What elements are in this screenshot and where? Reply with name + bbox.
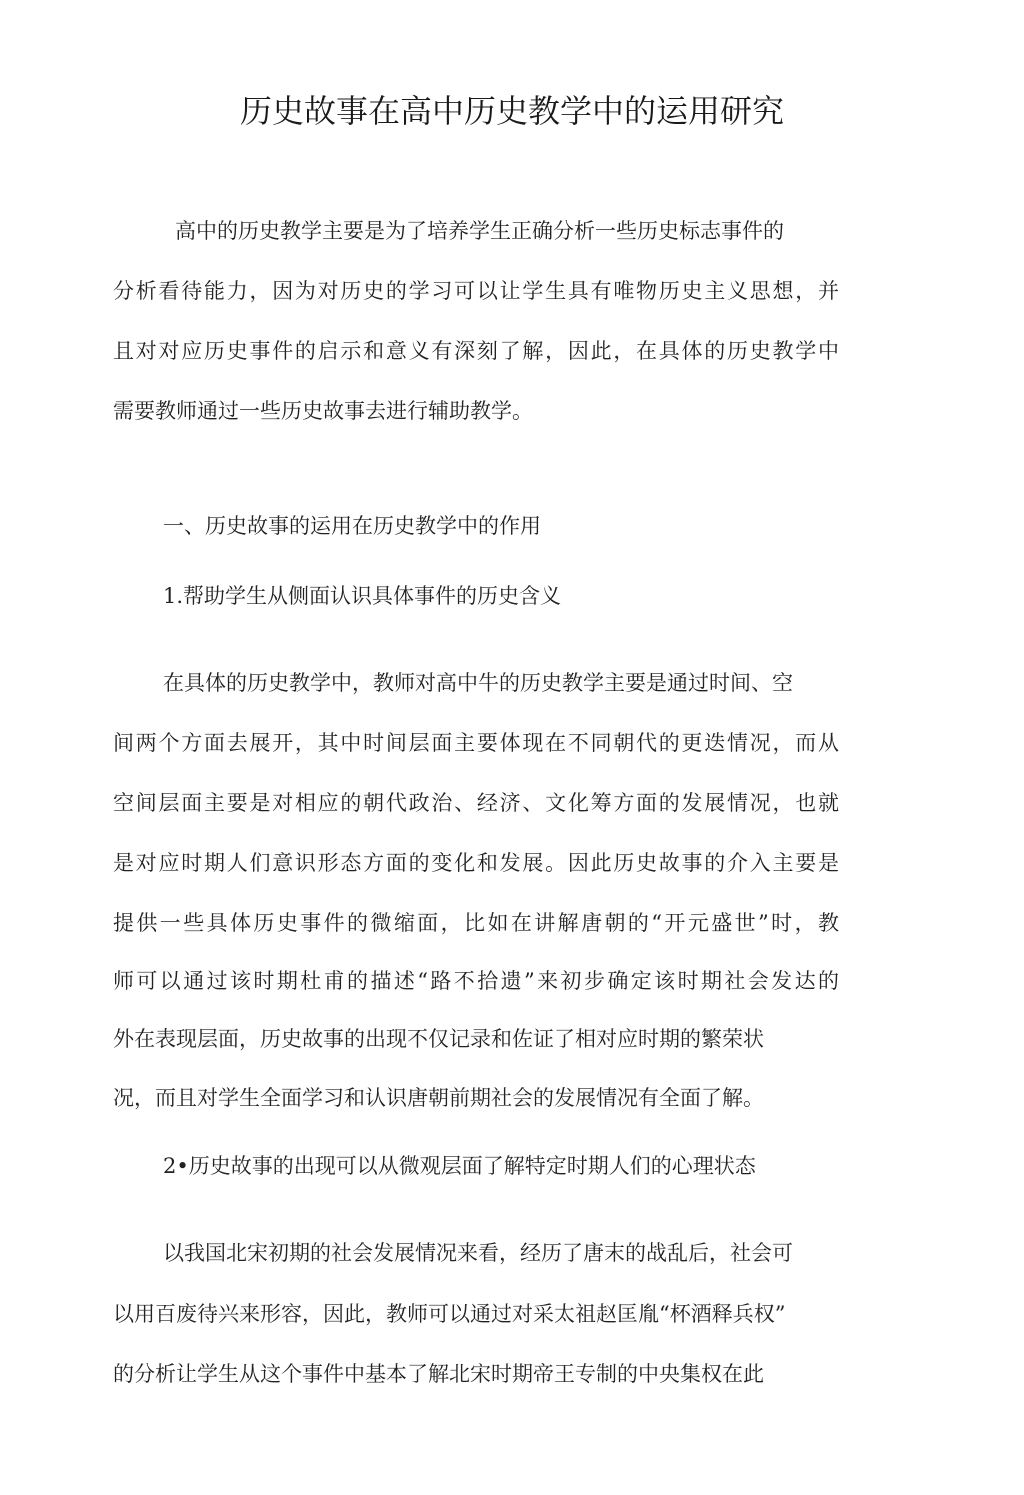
text-line — [0, 1023, 1024, 1055]
text-line — [0, 667, 1024, 699]
text-line — [0, 965, 1024, 997]
text-line — [0, 787, 1024, 819]
line-text: 是对应时期人们意识形态方面的变化和发展。因此历史故事的介入主要是 — [113, 851, 839, 875]
line-text: 分析看待能力，因为对历史的学习可以让学生具有唯物历史主义思想，并 — [113, 279, 839, 303]
text-line — [0, 1237, 1024, 1269]
line-text: 外在表现层面，历史故事的出现不仅记录和佐证了相对应时期的繁荣状 — [113, 1027, 764, 1051]
line-text: 需要教师通过一些历史故事去进行辅助教学。 — [113, 399, 533, 423]
text-line — [0, 1298, 1024, 1330]
line-text: 提供一些具体历史事件的微缩面，比如在讲解唐朝的“开元盛世”时，教 — [113, 911, 839, 935]
line-text: 空间层面主要是对相应的朝代政治、经济、文化筹方面的发展情况，也就 — [113, 791, 839, 815]
text-line — [0, 275, 1024, 307]
line-text: 以我国北宋初期的社会发展情况来看，经历了唐末的战乱后，社会可 — [163, 1241, 793, 1265]
text-line — [0, 215, 1024, 247]
line-text: 1.帮助学生从侧面认识具体事件的历史含义 — [163, 584, 562, 608]
line-text: 的分析让学生从这个事件中基本了解北宋时期帝王专制的中央集权在此 — [113, 1362, 764, 1386]
line-text: 师可以通过该时期杜甫的描述“路不拾遗”来初步确定该时期社会发达的 — [113, 969, 839, 993]
document-title: 历史故事在高中历史教学中的运用研究 — [239, 92, 784, 130]
subsection-heading — [0, 580, 1024, 612]
text-line — [0, 335, 1024, 367]
text-line — [0, 1082, 1024, 1114]
text-line — [0, 847, 1024, 879]
line-text: 且对对应历史事件的启示和意义有深刻了解，因此，在具体的历史教学中 — [113, 339, 839, 363]
line-text: 2•历史故事的出现可以从微观层面了解特定时期人们的心理状态 — [163, 1154, 756, 1178]
line-text: 况，而且对学生全面学习和认识唐朝前期社会的发展情况有全面了解。 — [113, 1086, 764, 1110]
text-line — [0, 907, 1024, 939]
text-line — [0, 1358, 1024, 1390]
line-text: 一、历史故事的运用在历史教学中的作用 — [163, 514, 541, 538]
text-line — [0, 395, 1024, 427]
line-text: 高中的历史教学主要是为了培养学生正确分析一些历史标志事件的 — [175, 219, 784, 243]
line-text: 间两个方面去展开，其中时间层面主要体现在不同朝代的更迭情况，而从 — [113, 731, 839, 755]
line-text: 以用百废待兴来形容，因此，教师可以通过对采太祖赵匡胤“杯酒释兵权” — [113, 1302, 786, 1326]
text-line — [0, 727, 1024, 759]
section-heading — [0, 510, 1024, 542]
line-text: 在具体的历史教学中，教师对高中牛的历史教学主要是通过时间、空 — [163, 671, 793, 695]
subsection-heading — [0, 1150, 1024, 1182]
